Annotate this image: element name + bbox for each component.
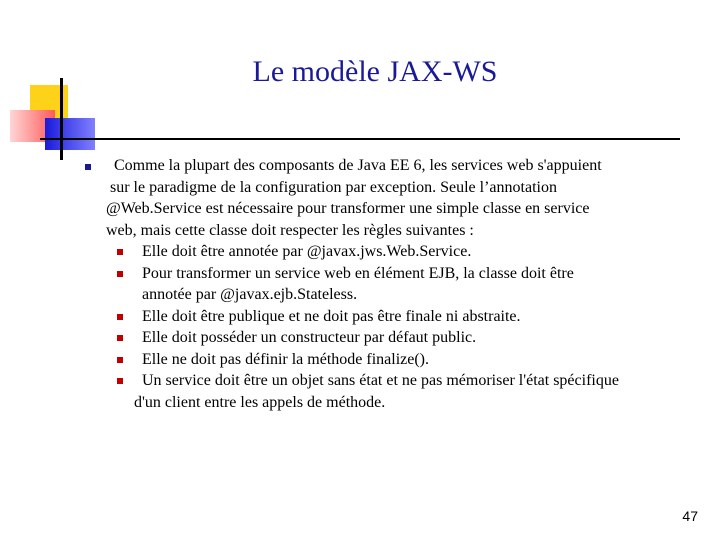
rule-item bbox=[114, 327, 690, 349]
rule-item bbox=[114, 241, 690, 263]
intro-line: Comme la plupart des composants de Java EE 6, les services web s'appuient bbox=[114, 157, 602, 174]
rule-text-continuation: d'un client entre les appels de méthode. bbox=[134, 393, 386, 411]
intro-line: web, mais cette classe doit respecter les règles suivantes : bbox=[106, 221, 474, 239]
rule-item bbox=[114, 370, 690, 413]
page-number: 47 bbox=[682, 508, 698, 524]
rule-text-continuation: annotée par @javax.ejb.Stateless. bbox=[142, 286, 358, 303]
square-bullet-icon bbox=[117, 271, 123, 277]
rule-item bbox=[114, 306, 690, 328]
rule-text: Elle ne doit pas définir la méthode finalize(). bbox=[142, 350, 429, 368]
square-bullet-icon bbox=[117, 357, 123, 363]
rule-text: Elle doit posséder un constructeur par défaut public. bbox=[142, 329, 477, 346]
slide-title: Le modèle JAX-WS bbox=[252, 55, 498, 88]
rule-item bbox=[114, 263, 690, 306]
square-bullet-icon bbox=[117, 335, 123, 341]
square-bullet-icon bbox=[85, 164, 91, 170]
intro-line: @Web.Service est nécessaire pour transformer une simple classe en service bbox=[106, 200, 590, 217]
rule-text: Elle doit être annotée par @javax.jws.Web.Service. bbox=[142, 243, 472, 260]
main-bullet-item bbox=[80, 155, 690, 241]
square-bullet-icon bbox=[117, 378, 123, 384]
title-divider-line bbox=[40, 138, 680, 140]
rule-item bbox=[114, 349, 690, 371]
rules-list bbox=[114, 241, 690, 413]
slide-content bbox=[80, 155, 690, 413]
logo-blue-rectangle bbox=[45, 118, 95, 150]
main-bullet-text bbox=[106, 155, 690, 241]
rule-text: Un service doit être un objet sans état et ne pas mémoriser l'état spécifique bbox=[142, 372, 619, 389]
intro-line: sur le paradigme de la configuration par exception. Seule l’annotation bbox=[110, 178, 557, 196]
rule-text: Pour transformer un service web en élément EJB, la classe doit être bbox=[142, 264, 574, 282]
square-bullet-icon bbox=[117, 314, 123, 320]
square-bullet-icon bbox=[117, 249, 123, 255]
rule-text: Elle doit être publique et ne doit pas être finale ni abstraite. bbox=[142, 307, 521, 325]
logo-vertical-line bbox=[60, 78, 63, 160]
